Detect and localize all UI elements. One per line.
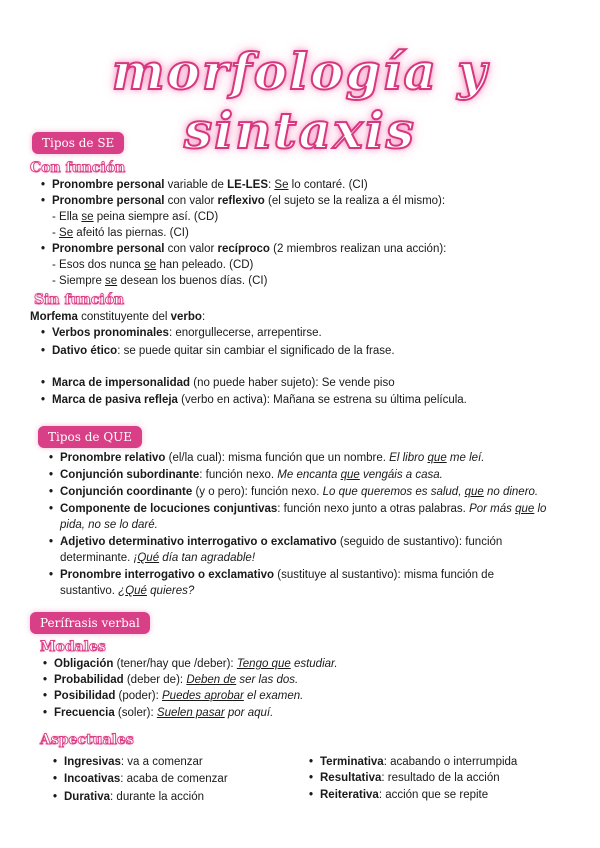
- list-item: • Durativa: durante la acción: [64, 790, 204, 805]
- list-item: • Ingresivas: va a comenzar: [64, 755, 203, 770]
- list-item: • Pronombre personal variable de LE-LES: Se lo contaré. (CI): [52, 178, 368, 193]
- subheading-con-funcion: Con función: [30, 160, 126, 176]
- example-line: - Esos dos nunca se han peleado. (CD): [52, 259, 254, 271]
- list-item: • Marca de pasiva refleja (verbo en activa): Mañana se estrena su última película.: [52, 393, 467, 408]
- list-item: • Terminativa: acabando o interrumpida: [320, 755, 517, 770]
- list-item: • Pronombre personal con valor reflexivo (el sujeto se la realiza a él mismo):: [52, 194, 445, 209]
- list-item-continuation: sustantivo. ¿Qué quieres?: [60, 585, 195, 597]
- list-item: • Pronombre interrogativo o exclamativo (sustituye al sustantivo): misma función de: [60, 568, 494, 583]
- list-item: • Obligación (tener/hay que /deber): Tengo que estudiar.: [54, 657, 338, 672]
- section-pill-tipos-se: Tipos de SE: [32, 132, 124, 154]
- list-item: • Marca de impersonalidad (no puede haber sujeto): Se vende piso: [52, 376, 395, 391]
- list-item: • Pronombre relativo (el/la cual): misma función que un nombre. El libro que me leí.: [60, 451, 484, 466]
- list-item: • Incoativas: acaba de comenzar: [64, 772, 228, 787]
- list-item: • Verbos pronominales: enorgullecerse, arrepentirse.: [52, 326, 322, 341]
- list-item: • Conjunción subordinante: función nexo. Me encanta que vengáis a casa.: [60, 468, 443, 483]
- list-item: • Probabilidad (deber de): Deben de ser las dos.: [54, 673, 298, 688]
- subheading-aspectuales: Aspectuales: [40, 732, 134, 748]
- list-item: • Pronombre personal con valor recíproco (2 miembros realizan una acción):: [52, 242, 446, 257]
- list-item: • Frecuencia (soler): Suelen pasar por aquí.: [54, 706, 273, 721]
- list-item: • Resultativa: resultado de la acción: [320, 771, 500, 786]
- list-item-continuation: determinante. ¡Qué día tan agradable!: [60, 552, 256, 564]
- example-line: - Siempre se desean los buenos días. (CI): [52, 275, 268, 287]
- list-item: • Reiterativa: acción que se repite: [320, 788, 488, 803]
- list-item: • Componente de locuciones conjuntivas: función nexo junto a otras palabras. Por más que lo: [60, 502, 546, 517]
- list-item: • Posibilidad (poder): Puedes aprobar el examen.: [54, 689, 303, 704]
- list-item: • Conjunción coordinante (y o pero): función nexo. Lo que queremos es salud, que no dinero.: [60, 485, 538, 500]
- page-title: morfología y sintaxis: [111, 42, 489, 160]
- example-line: - Se afeitó las piernas. (CI): [52, 227, 189, 239]
- example-line: - Ella se peina siempre así. (CD): [52, 211, 219, 223]
- list-item: • Adjetivo determinativo interrogativo o exclamativo (seguido de sustantivo): función: [60, 535, 502, 550]
- list-item-continuation: pida, no se lo daré.: [60, 519, 158, 531]
- morfema-line: Morfema constituyente del verbo:: [30, 311, 206, 323]
- section-pill-tipos-que: Tipos de QUE: [38, 426, 142, 448]
- section-pill-perifrasis: Perífrasis verbal: [30, 612, 150, 634]
- subheading-modales: Modales: [40, 639, 106, 655]
- list-item: • Dativo ético: se puede quitar sin cambiar el significado de la frase.: [52, 344, 395, 359]
- subheading-sin-funcion: Sin función: [34, 292, 125, 308]
